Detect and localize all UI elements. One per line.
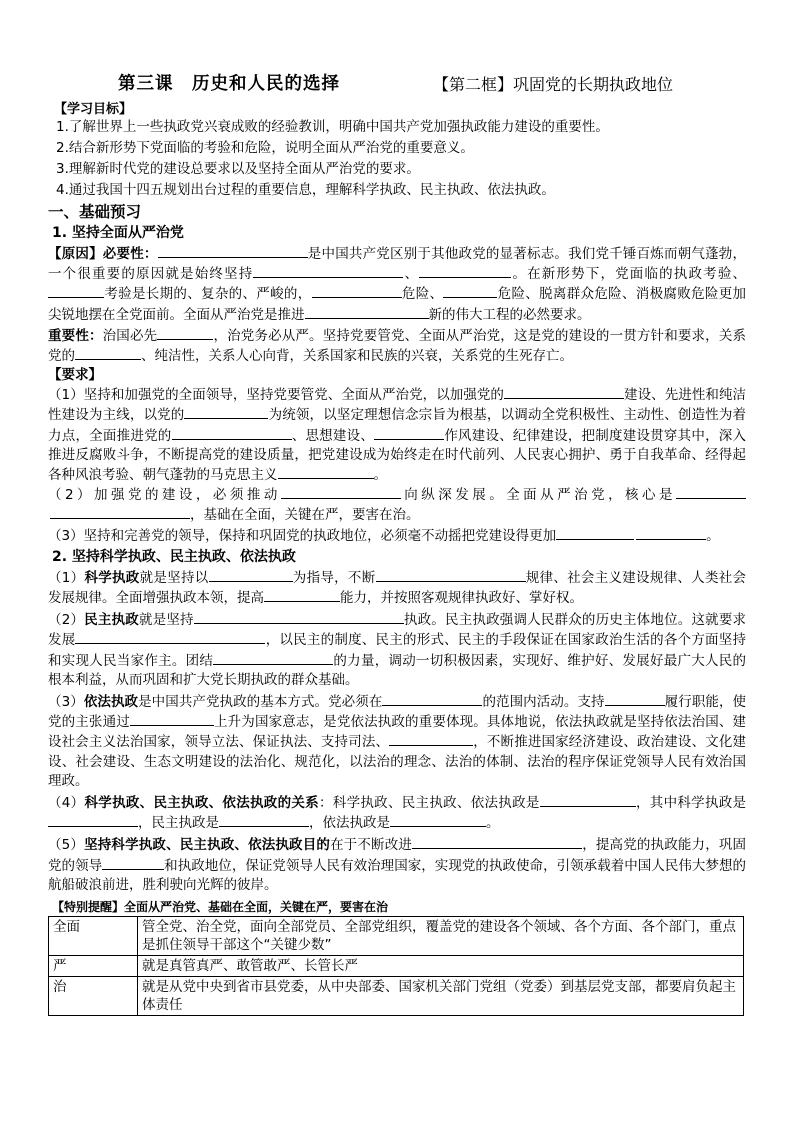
governance-relationship-paragraph: （4）科学执政、民主执政、依法执政的关系：科学执政、民主执政、依法执政是 ，其中科学执政是，民主执政是 ，依法执政是 。 xyxy=(48,795,747,832)
fill-blank[interactable] xyxy=(376,568,526,582)
objective-item: 2.结合新形势下党面临的考验和危险，说明全面从严治党的重要意义。 xyxy=(56,140,474,156)
fill-blank[interactable] xyxy=(390,813,486,827)
fill-blank[interactable] xyxy=(219,813,309,827)
table-value: 就是从党中央到省市县党委，从中央部委、国家机关部门党组（党委）到基层党支部，都要肩负起主体责任 xyxy=(138,977,744,1016)
governance-purpose-paragraph: （5）坚持科学执政、民主执政、依法执政目的在于不断改进 ，提高党的执政能力，巩固党的领导 和执政地位，保证党领导人民有效治理国家，实现党的执政使命，引领承载着中国人民伟大梦想的航船破浪前进，胜利驶向光辉的彼岸。 xyxy=(48,837,747,893)
fill-blank[interactable] xyxy=(281,485,401,499)
fill-blank[interactable] xyxy=(172,426,292,440)
democratic-governance-paragraph: （2）民主执政就是坚持 执政。民主执政强调人民群众的历史主体地位。这就要求发展 ，以民主的制度、民主的形式、民主的手段保证在国家政治生活的各个方面坚持和实现人民当家作主。团结 的力量，调动一切积极因素，实现好、维护好、发展好最广大人民的根本利益，从而巩固和扩大党长期执政的群众基础。 xyxy=(48,612,747,688)
fill-blank[interactable] xyxy=(412,835,582,849)
rule-of-law-governance-paragraph: （3）依法执政是中国共产党执政的基本方式。党必须在 的范围内活动。支持 履行职能，使党的主张通过 上升为国家意志，是党依法执政的重要体现。具体地说，依法执政就是坚持依法治国、建设社会主义法治国家，领导立法、保证执法、支持司法、 ，不断推进国家经济建设、政治建设、文化建设、社会建设、生态文明建设的法治化、规范化，以法治的理念、法治的体制、法治的程序保证党领导人民有效治国理政。 xyxy=(48,694,747,789)
subsection-title: 1. 坚持全面从严治党 xyxy=(52,225,184,241)
fill-blank[interactable] xyxy=(540,793,636,807)
requirements-heading: 【要求】 xyxy=(48,367,102,384)
table-key: 严 xyxy=(49,956,138,977)
fill-blank[interactable] xyxy=(209,568,293,582)
table-row xyxy=(49,977,744,1016)
requirement-3: （3）坚持和完善党的领导，保持和巩固党的执政地位，必须毫不动摇把党建设得更加 。 xyxy=(48,527,720,544)
table-row xyxy=(49,956,744,977)
fill-blank[interactable] xyxy=(184,405,268,419)
fill-blank[interactable] xyxy=(75,630,265,644)
objective-item: 4.通过我国十四五规划出台过程的重要信息，理解科学执政、民主执政、依法执政。 xyxy=(56,182,555,198)
section-title: 一、基础预习 xyxy=(48,203,142,221)
fill-blank[interactable] xyxy=(75,346,141,360)
fill-blank[interactable] xyxy=(676,485,746,499)
objective-item: 1.了解世界上一些执政党兴衰成败的经验教训，明确中国共产党加强执政能力建设的重要性。 xyxy=(56,119,609,135)
fill-blank[interactable] xyxy=(443,284,497,298)
fill-blank[interactable] xyxy=(253,264,403,278)
importance-paragraph: 重要性：治国必先 ，治党务必从严。坚持党要管党、全面从严治党，这是党的建设的一贯方针和要求，关系党的 、纯洁性，关系人心向背，关系国家和民族的兴衰，关系党的生死存亡。 xyxy=(48,327,747,365)
fill-blank[interactable] xyxy=(636,526,706,540)
fill-blank[interactable] xyxy=(278,465,374,479)
table-key: 治 xyxy=(49,977,138,1016)
fill-blank[interactable] xyxy=(48,813,138,827)
fill-blank[interactable] xyxy=(556,526,634,540)
title-row xyxy=(48,70,746,96)
fill-blank[interactable] xyxy=(102,856,164,870)
fill-blank[interactable] xyxy=(419,264,511,278)
table-value: 就是真管真严、敢管敢严、长管长严 xyxy=(138,956,744,977)
fill-blank[interactable] xyxy=(50,505,190,519)
reason-paragraph: 【原因】必要性： 是中国共产党区别于其他政党的显著标志。我们党千锤百炼而朝气蓬勃，一个很重要的原因就是始终坚持 、 。在新形势下，党面临的执政考验、考验是长期的、复杂的、严峻的， 危险、 危险、脱离群众危险、消极腐败危险更加尖锐地摆在全党面前。全面从严治党是推进 新的伟大工程的必然要求。 xyxy=(48,246,747,323)
lesson-title: 第三课 历史和人民的选择 xyxy=(118,74,340,94)
fill-blank[interactable] xyxy=(157,326,213,340)
objective-item: 3.理解新时代党的建设总要求以及坚持全面从严治党的要求。 xyxy=(56,161,420,177)
fill-blank[interactable] xyxy=(158,244,308,258)
fill-blank[interactable] xyxy=(382,692,482,706)
requirement-2: （2）加强党的建设，必须推动 向纵深发展。全面从严治党，核心是，基础在全面，关键在严，要害在治。 xyxy=(48,485,746,525)
fill-blank[interactable] xyxy=(48,284,104,298)
fill-blank[interactable] xyxy=(605,692,665,706)
special-reminder-heading: 【特别提醒】全面从严治党、基础在全面，关键在严，要害在治 xyxy=(52,900,389,915)
requirement-1: （1）坚持和加强党的全面领导，坚持党要管党、全面从严治党，以加强党的 建设、先进性和纯洁性建设为主线，以党的 为统领，以坚定理想信念宗旨为根基，以调动全党积极性、主动性、创造性为着力点，全面推进党的 、思想建设、 作风建设、纪律建设，把制度建设贯穿其中，深入推进反腐败斗争，不断提高党的建设质量，把党建设成为始终走在时代前列、人民衷心拥护、勇于自我革命、经得起各种风浪考验、朝气蓬勃的马克思主义 。 xyxy=(48,387,747,484)
importance-label: 重要性： xyxy=(48,327,103,344)
table-key: 全面 xyxy=(49,917,138,956)
reason-label: 【原因】必要性： xyxy=(48,246,158,262)
table-row xyxy=(49,917,744,956)
fill-blank[interactable] xyxy=(312,284,402,298)
fill-blank[interactable] xyxy=(194,610,404,624)
fill-blank[interactable] xyxy=(305,305,429,319)
fill-blank[interactable] xyxy=(389,732,473,746)
reminder-table xyxy=(48,916,744,1016)
fill-blank[interactable] xyxy=(504,385,624,399)
scientific-governance-paragraph: （1）科学执政就是坚持以 为指导，不断 规律、社会主义建设规律、人类社会发展规律。全面增强执政本领，提高 能力，并按照客观规律执政好、掌好权。 xyxy=(48,569,747,607)
lesson-subtitle: 【第二框】巩固党的长期执政地位 xyxy=(433,75,674,94)
worksheet xyxy=(48,70,746,1016)
fill-blank[interactable] xyxy=(374,426,444,440)
subsection-title: 2. 坚持科学执政、民主执政、依法执政 xyxy=(52,548,296,565)
fill-blank[interactable] xyxy=(213,651,333,665)
table-value: 管全党、治全党，面向全部党员、全部党组织，覆盖党的建设各个领域、各个方面、各个部门，重点是抓住领导干部这个“关键少数” xyxy=(138,917,744,956)
fill-blank[interactable] xyxy=(264,588,340,602)
fill-blank[interactable] xyxy=(130,712,214,726)
objectives-heading: 【学习目标】 xyxy=(54,102,133,117)
